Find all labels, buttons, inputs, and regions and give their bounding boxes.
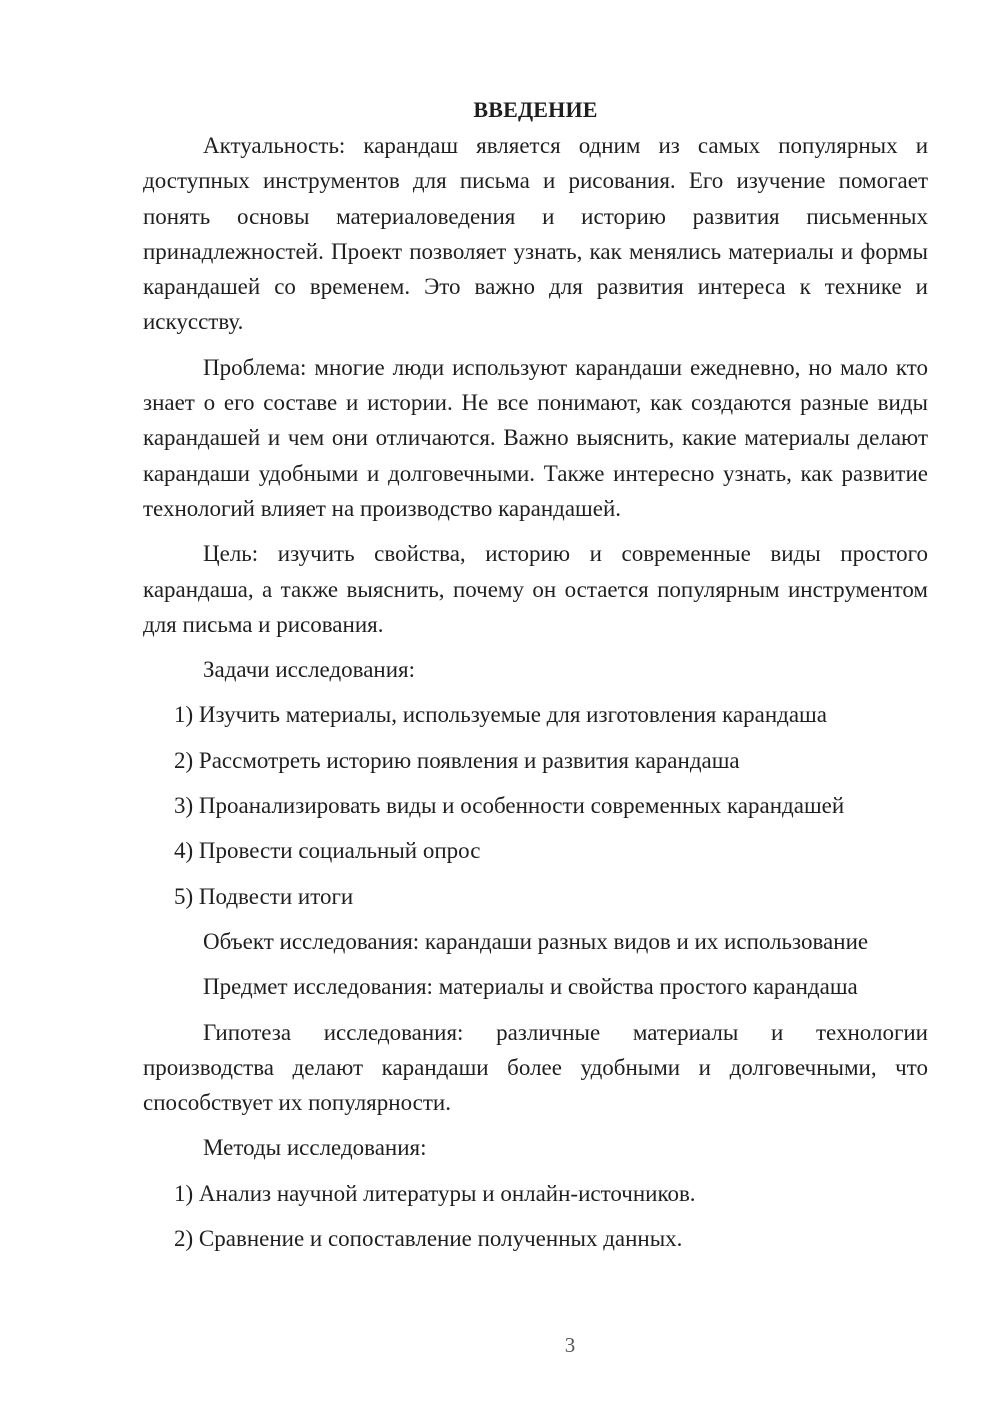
relevance-paragraph: Актуальность: карандаш является одним из самых популярных и доступных инструментов для письма и рисования. Его изучение помогает понять основы материаловедения и историю развития письменных принадлежностей. Проект позволяет узнать, как менялись материалы и формы карандашей со временем. Это важно для развития интереса к технике и искусству.	[143, 133, 928, 335]
task-item: 3) Проанализировать виды и особенности современных карандашей	[174, 793, 845, 819]
task-item: 4) Провести социальный опрос	[174, 838, 481, 864]
page-number: 3	[564, 1333, 576, 1357]
hypothesis-paragraph: Гипотеза исследования: различные материалы и технологии производства делают карандаши более удобными и долговечными, что способствует их популярности.	[143, 1019, 928, 1116]
tasks-heading: Задачи исследования:	[203, 657, 416, 683]
task-item: 5) Подвести итоги	[174, 883, 354, 909]
methods-heading: Методы исследования:	[203, 1135, 427, 1161]
object-line: Объект исследования: карандаши разных видов и их использование	[203, 928, 869, 954]
task-item: 2) Рассмотреть историю появления и развития карандаша	[174, 747, 740, 773]
task-item: 1) Изучить материалы, используемые для изготовления карандаша	[174, 702, 827, 728]
page-body	[143, 92, 928, 1266]
page-title: ВВЕДЕНИЕ	[473, 97, 598, 122]
method-item: 1) Анализ научной литературы и онлайн-источников.	[174, 1180, 696, 1206]
goal-paragraph: Цель: изучить свойства, историю и современные виды простого карандаша, а также выяснить, почему он остается популярным инструментом для письма и рисования.	[143, 541, 928, 637]
problem-paragraph: Проблема: многие люди используют карандаши ежедневно, но мало кто знает о его составе и истории. Не все понимают, как создаются разные виды карандашей и чем они отличаются. Важно выяснить, какие материалы делают карандаши удобными и долговечными. Также интересно узнать, как развитие технологий влияет на производство карандашей.	[143, 354, 928, 521]
method-item: 2) Сравнение и сопоставление полученных данных.	[174, 1226, 683, 1252]
subject-line: Предмет исследования: материалы и свойства простого карандаша	[203, 974, 858, 1000]
